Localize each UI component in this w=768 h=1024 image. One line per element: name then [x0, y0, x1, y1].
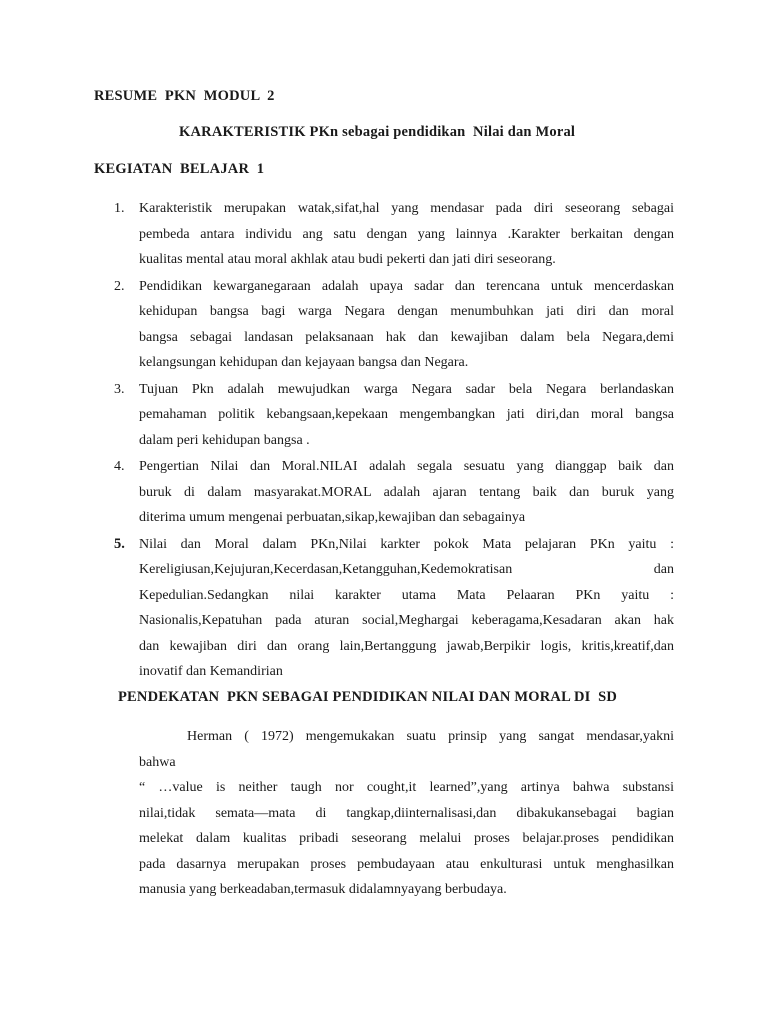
list-line: kehidupan bangsa bagi warga Negara dengan menumbuhkan jati diri dan moral [139, 304, 674, 319]
body-paragraph [139, 724, 674, 903]
section-title-pendekatan: PENDEKATAN PKN SEBAGAI PENDIDIKAN NILAI DAN MORAL DI SD [118, 689, 618, 705]
list-line: dalam peri kehidupan bangsa . [139, 432, 310, 448]
list-line: Kereligiusan,Kejujuran,Kecerdasan,Ketangguhan,Kedemokratisan dan [139, 562, 674, 577]
paragraph-line: nilai,tidak semata—mata di tangkap,diinternalisasi,dan dibakukansebagai bagian [139, 805, 674, 821]
paragraph-line: manusia yang berkeadaban,termasuk didalamnyayang berbudaya. [139, 882, 507, 897]
list-line: Nasionalis,Kepatuhan pada aturan social,Meghargai keberagama,Kesadaran akan hak [139, 613, 674, 628]
list-item [114, 196, 674, 273]
list-item [114, 274, 674, 376]
numbered-list [114, 196, 674, 686]
list-line: diterima umum mengenai perbuatan,sikap,kewajiban dan sebagainya [139, 510, 526, 525]
section-title-kegiatan-belajar: KEGIATAN BELAJAR 1 [94, 161, 265, 177]
list-line: Kepedulian.Sedangkan nilai karakter utama Mata Pelaaran PKn yaitu : [139, 587, 674, 603]
document-title: RESUME PKN MODUL 2 [94, 88, 275, 104]
paragraph-line: Herman ( 1972) mengemukakan suatu prinsip yang sangat mendasar,yakni [187, 729, 674, 744]
list-line: Karakteristik merupakan watak,sifat,hal yang mendasar pada diri seseorang sebagai [139, 201, 674, 216]
list-number: 2. [114, 278, 125, 294]
list-line: Pengertian Nilai dan Moral.NILAI adalah segala sesuatu yang dianggap baik dan [139, 459, 674, 474]
list-number: 4. [114, 459, 125, 474]
list-line: kelangsungan kehidupan dan kejayaan bangsa dan Negara. [139, 355, 469, 370]
list-line: buruk di dalam masyarakat.MORAL adalah ajaran tentang baik dan buruk yang [139, 484, 674, 500]
list-line: bangsa sebagai landasan pelaksanaan hak dan kewajiban dalam bela Negara,demi [139, 329, 674, 345]
list-number: 5. [114, 535, 125, 552]
list-item [114, 377, 674, 454]
paragraph-line: bahwa [139, 754, 176, 770]
list-line: Nilai dan Moral dalam PKn,Nilai karkter pokok Mata pelajaran PKn yaitu : [139, 536, 674, 552]
list-number: 1. [114, 201, 125, 216]
list-item [114, 454, 674, 531]
list-number: 3. [114, 381, 125, 397]
paragraph-line: melekat dalam kualitas pribadi seseorang melalui proses belajar.proses pendidikan [139, 831, 674, 846]
document-subtitle: KARAKTERISTIK PKn sebagai pendidikan Nilai dan Moral [179, 124, 576, 140]
list-line: kualitas mental atau moral akhlak atau budi pekerti dan jati diri seseorang. [139, 252, 556, 267]
list-line: Pendidikan kewarganegaraan adalah upaya sadar dan terencana untuk mencerdaskan [139, 278, 674, 294]
list-line: inovatif dan Kemandirian [139, 664, 283, 679]
list-line: Tujuan Pkn adalah mewujudkan warga Negara sadar bela Negara berlandaskan [139, 381, 674, 397]
paragraph-line: “ …value is neither taugh nor cought,it learned”,yang artinya bahwa substansi [139, 780, 674, 795]
list-line: pembeda antara individu ang satu dengan yang lainnya .Karakter berkaitan dengan [139, 226, 674, 242]
list-item [114, 532, 674, 685]
paragraph-line: pada dasarnya merupakan proses pembudayaan atau enkulturasi untuk menghasilkan [139, 856, 674, 872]
list-line: dan kewajiban diri dan orang lain,Bertanggung jawab,Berpikir logis, kritis,kreatif,dan [139, 638, 674, 654]
list-line: pemahaman politik kebangsaan,kepekaan mengembangkan jati diri,dan moral bangsa [139, 407, 674, 422]
